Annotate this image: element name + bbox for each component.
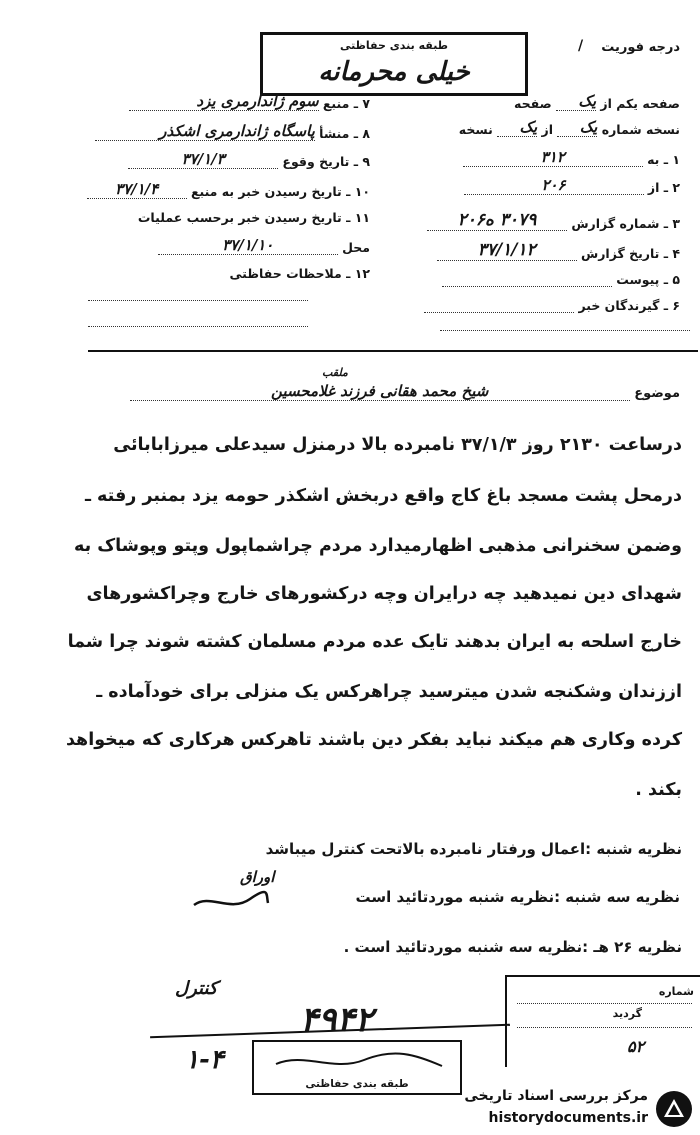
opinion-saturday: نظریه شنبه :اعمال ورفتار نامبرده بالاتحت کنترل میباشد xyxy=(265,840,682,858)
security-notes-field: ۱۲ ـ ملاحظات حفاظتی xyxy=(229,266,370,281)
body-line-3: وضمن سخنرانی مذهبی اظهارمیدارد مردم چراشماپول وپتو وپوشاک به xyxy=(73,536,682,556)
tick-mark: / xyxy=(578,38,584,54)
page-field: صفحه یکم از یک صفحه xyxy=(513,92,680,111)
report-number-field: ۳ ـ شماره گزارش ۳۰۷۹ ه۲۰۶ xyxy=(427,210,680,231)
subject-value: شیخ محمد هقانی فرزند غلامحسین xyxy=(130,382,630,401)
archive-logo-icon xyxy=(654,1089,694,1129)
classification-stamp-value: خیلی محرمانه xyxy=(318,57,470,87)
opinion-tuesday: نظریه سه شنبه :نظریه شنبه موردتائید است xyxy=(355,888,680,906)
classification-stamp-caption: طبقه بندی حفاظتی xyxy=(339,39,449,52)
from-field: ۲ ـ از ۲۰۶ xyxy=(464,176,680,195)
body-line-1: درساعت ۲۱۳۰ روز ۳۷/۱/۳ نامبرده بالا درمنزل سیدعلی میرزابابائی xyxy=(113,435,682,455)
classification-stamp xyxy=(260,32,528,96)
occurrence-date-field: ۹ ـ تاریخ وقوع ۳۷/۱/۳ xyxy=(128,150,370,169)
receipt-line-2: گردید xyxy=(612,1007,642,1020)
body-line-4: شهدای دین نمیدهید چه درایران وچه درکشورهای خارج وچراکشورهای xyxy=(86,584,682,604)
body-line-2: درمحل پشت مسجد باغ کاج واقع دربخش اشکذر حومه یزد بمنبر رفته ـ xyxy=(84,486,682,506)
handwritten-margin-note: اوراق xyxy=(240,868,275,886)
receipt-dots-2 xyxy=(517,1027,692,1028)
watermark-url: historydocuments.ir xyxy=(488,1110,648,1126)
attachment-blank xyxy=(442,274,612,287)
notes-line-2 xyxy=(88,326,308,327)
subject-annotation: ملقب xyxy=(322,366,348,379)
body-line-6: اززندان وشکنجه شدن میترسید چراهرکس یک منزلی برای خودآماده ـ xyxy=(96,682,682,702)
handwritten-signature: کنترل xyxy=(175,978,218,999)
handwritten-number: ۴۹۴۲ xyxy=(300,1000,374,1040)
receipt-number: ۵۲ xyxy=(627,1037,645,1056)
recipients-field: ۶ ـ گیرندگان خبر xyxy=(424,298,680,313)
header-divider xyxy=(88,350,698,352)
attachment-field: ۵ ـ پیوست xyxy=(442,272,680,287)
body-line-8: بکند . xyxy=(635,780,682,800)
receipt-line-1: شماره xyxy=(658,985,694,998)
handwritten-fraction: ۱-۴ xyxy=(185,1045,224,1075)
body-line-5: خارج اسلحه به ایران بدهند تایک عده مردم مسلمان کشته شوند چرا شما xyxy=(67,632,682,652)
to-field: ۱ ـ به ۳۱۲ xyxy=(463,148,680,167)
source-field: ۷ ـ منبع سوم ژاندارمری یزد xyxy=(129,92,370,111)
watermark-title: مرکز بررسی اسناد تاریخی xyxy=(464,1088,648,1104)
receipt-stamp xyxy=(505,975,700,1067)
location-field: محل ۳۷/۱/۱۰ xyxy=(158,236,370,255)
receipt-dots-1 xyxy=(517,1003,692,1004)
source-receipt-date-field: ۱۰ ـ تاریخ رسیدن خبر به منبع ۳۷/۱/۴ xyxy=(87,180,370,199)
report-date-field: ۴ ـ تاریخ گزارش ۳۷/۱/۱۲ xyxy=(437,240,680,261)
copy-field: نسخه شماره یک از یک نسخه xyxy=(458,118,680,137)
bottom-classification-stamp xyxy=(252,1040,462,1095)
opinion-26h: نظریه ۲۶ هـ :نظریه سه شنبه موردتائید است . xyxy=(343,938,682,956)
bottom-stamp-caption: طبقه بندی حفاظتی xyxy=(305,1078,409,1090)
subject-label: موضوع xyxy=(634,386,680,401)
operations-receipt-date-field: ۱۱ ـ تاریخ رسیدن خبر برحسب عملیات xyxy=(137,210,370,225)
handwritten-scribble-icon xyxy=(190,885,270,915)
urgency-label: درجه فوریت xyxy=(601,40,680,55)
notes-line-1 xyxy=(88,300,308,301)
stamp-scribble-icon xyxy=(274,1050,444,1072)
body-line-7: کرده وکاری هم میکند نباید بفکر دین باشند تاهرکس هرکاری که میخواهد xyxy=(65,730,682,750)
subject-line xyxy=(130,382,680,401)
recipients-extra-line xyxy=(440,330,690,331)
origin-field: ۸ ـ منشأ پاسگاه ژاندارمری اشکذر xyxy=(95,122,370,141)
watermark xyxy=(438,1085,700,1135)
recipients-blank xyxy=(424,300,574,313)
